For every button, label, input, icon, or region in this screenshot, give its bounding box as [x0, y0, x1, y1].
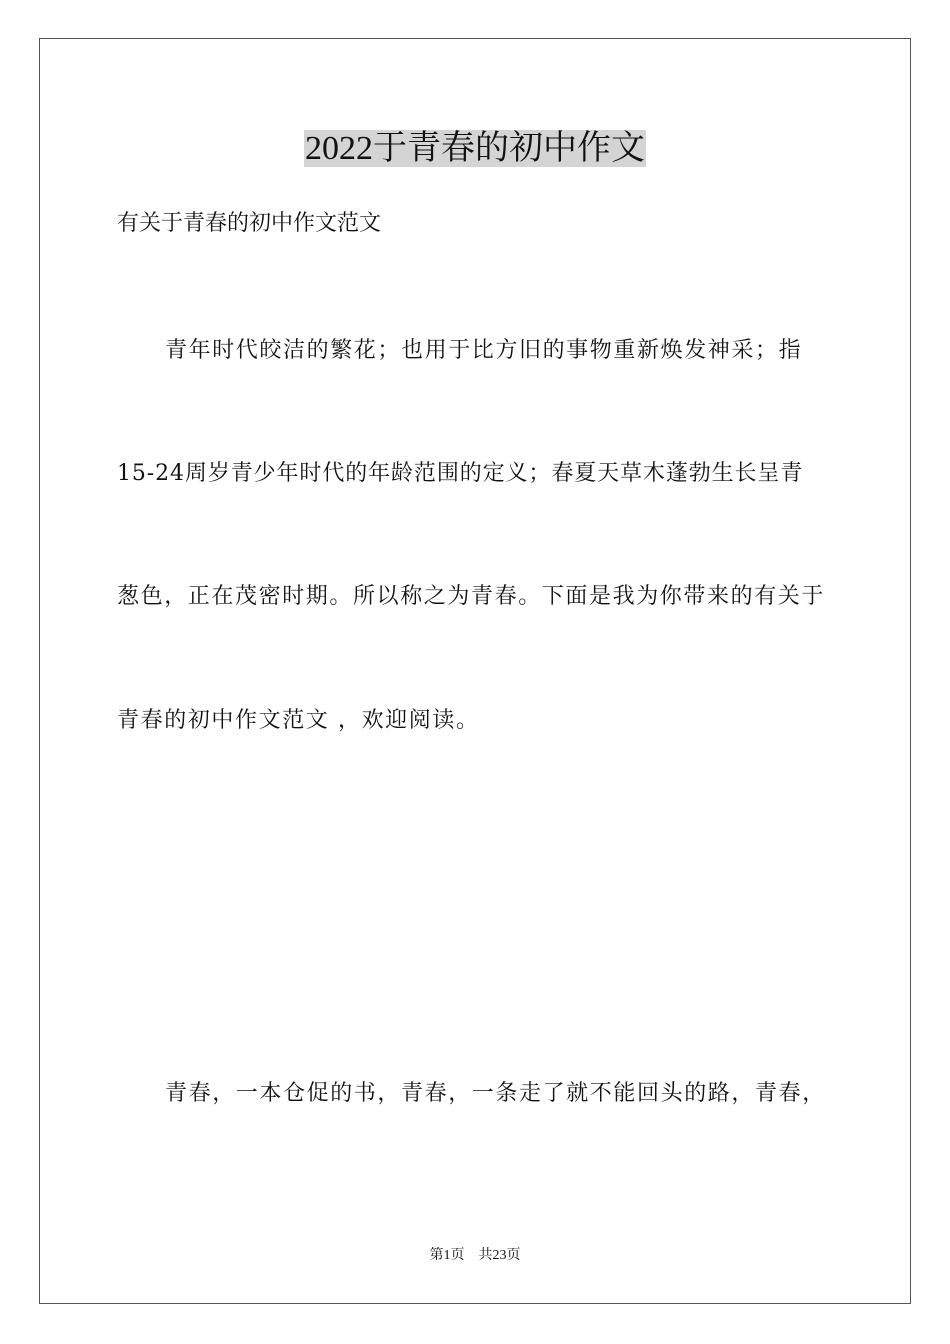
paragraph-line: 青春，一本仓促的书，青春，一条走了就不能回头的路，青春， — [165, 1081, 826, 1106]
paragraph-line: 葱色，正在茂密时期。所以称之为青春。下面是我为你带来的有关于 — [117, 584, 826, 609]
document-title-text: 2022于青春的初中作文 — [305, 130, 645, 167]
page-number: 第1页 — [429, 1248, 465, 1263]
page-footer — [0, 1246, 950, 1266]
paragraph-line: 青春的初中作文范文 ，欢迎阅读。 — [117, 708, 480, 733]
document-subtitle: 有关于青春的初中作文范文 — [117, 211, 382, 236]
document-title — [0, 127, 950, 171]
page-total: 共23页 — [478, 1248, 521, 1263]
paragraph-line: 15-24周岁青少年时代的年龄范围的定义；春夏天草木蓬勃生长呈青 — [117, 461, 804, 486]
paragraph-line: 青年时代皎洁的繁花；也用于比方旧的事物重新焕发神采；指 — [165, 338, 803, 363]
